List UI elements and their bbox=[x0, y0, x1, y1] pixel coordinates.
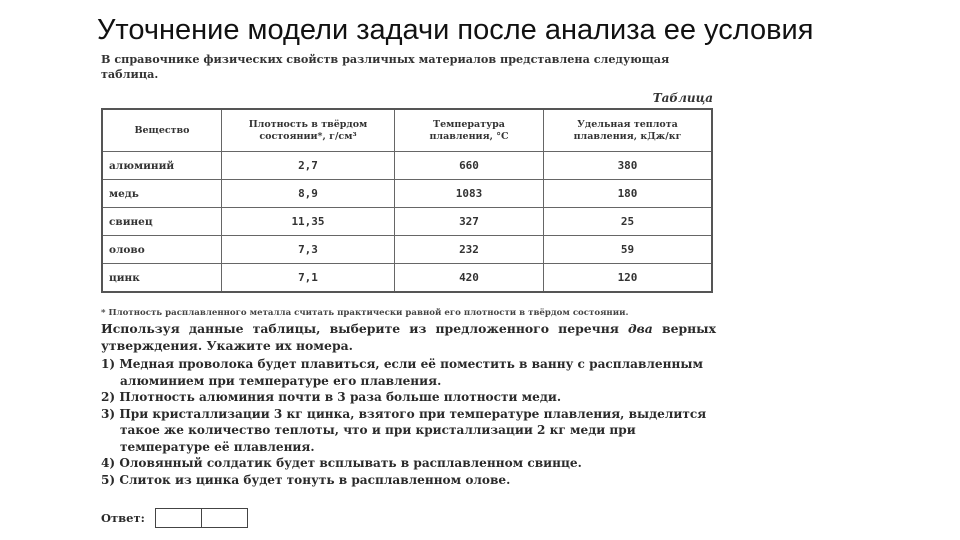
question-text-part: верных утверждения. Укажите их номера. bbox=[101, 321, 716, 353]
answer-option: 3) При кристаллизации 3 кг цинка, взятого при температуре плавления, выделится такое же количество теплоты, что и при кристаллизации 2 кг меди при температуре её плавления. bbox=[101, 406, 707, 454]
table-caption: Таблица bbox=[652, 91, 713, 105]
question-text-part: Используя данные таблицы, выберите из предложенного перечня bbox=[101, 321, 629, 336]
cell-melting-temp: 1083 bbox=[395, 180, 544, 208]
intro-text: В справочнике физических свойств различных материалов представлена следующая таблица. bbox=[101, 52, 670, 81]
slide-title: Уточнение модели задачи после анализа ее условия bbox=[97, 14, 814, 46]
answer-cell-1[interactable] bbox=[156, 509, 201, 527]
answer-cell-2[interactable] bbox=[201, 509, 247, 527]
table-row bbox=[102, 152, 712, 180]
question-text bbox=[101, 320, 716, 354]
cell-substance: свинец bbox=[102, 208, 222, 236]
cell-melting-temp: 232 bbox=[395, 236, 544, 264]
cell-specific-heat: 25 bbox=[544, 208, 713, 236]
answer-option: 4) Оловянный солдатик будет всплывать в расплавленном свинце. bbox=[101, 456, 582, 470]
header-melting-temp: Температура плавления, °С bbox=[395, 109, 544, 152]
cell-specific-heat: 180 bbox=[544, 180, 713, 208]
cell-substance: цинк bbox=[102, 264, 222, 293]
header-specific-heat: Удельная теплота плавления, кДж/кг bbox=[544, 109, 713, 152]
cell-melting-temp: 420 bbox=[395, 264, 544, 293]
question-emphasis: два bbox=[628, 321, 653, 336]
table-row bbox=[102, 180, 712, 208]
answer-option: 2) Плотность алюминия почти в 3 раза больше плотности меди. bbox=[101, 390, 562, 404]
header-substance: Вещество bbox=[102, 109, 222, 152]
cell-density: 2,7 bbox=[222, 152, 395, 180]
table-footnote: * Плотность расплавленного металла считать практически равной его плотности в твёрдом состоянии. bbox=[101, 308, 629, 318]
cell-specific-heat: 59 bbox=[544, 236, 713, 264]
properties-table bbox=[101, 108, 713, 293]
answer-label: Ответ: bbox=[101, 511, 145, 525]
cell-specific-heat: 380 bbox=[544, 152, 713, 180]
answer-option: 5) Слиток из цинка будет тонуть в расплавленном олове. bbox=[101, 472, 511, 487]
table-header-row bbox=[102, 109, 712, 152]
cell-substance: алюминий bbox=[102, 152, 222, 180]
cell-melting-temp: 660 bbox=[395, 152, 544, 180]
table-row bbox=[102, 264, 712, 293]
answer-option: 1) Медная проволока будет плавиться, если её поместить в ванну с расплавленным алюминием при температуре его плавления. bbox=[101, 357, 703, 388]
answer-options-list bbox=[101, 356, 716, 488]
cell-density: 8,9 bbox=[222, 180, 395, 208]
cell-density: 7,1 bbox=[222, 264, 395, 293]
cell-density: 11,35 bbox=[222, 208, 395, 236]
cell-specific-heat: 120 bbox=[544, 264, 713, 293]
cell-melting-temp: 327 bbox=[395, 208, 544, 236]
table-row bbox=[102, 236, 712, 264]
table-row bbox=[102, 208, 712, 236]
cell-density: 7,3 bbox=[222, 236, 395, 264]
cell-substance: олово bbox=[102, 236, 222, 264]
header-density: Плотность в твёрдом состоянии*, г/см³ bbox=[222, 109, 395, 152]
cell-substance: медь bbox=[102, 180, 222, 208]
answer-box[interactable] bbox=[155, 508, 248, 528]
